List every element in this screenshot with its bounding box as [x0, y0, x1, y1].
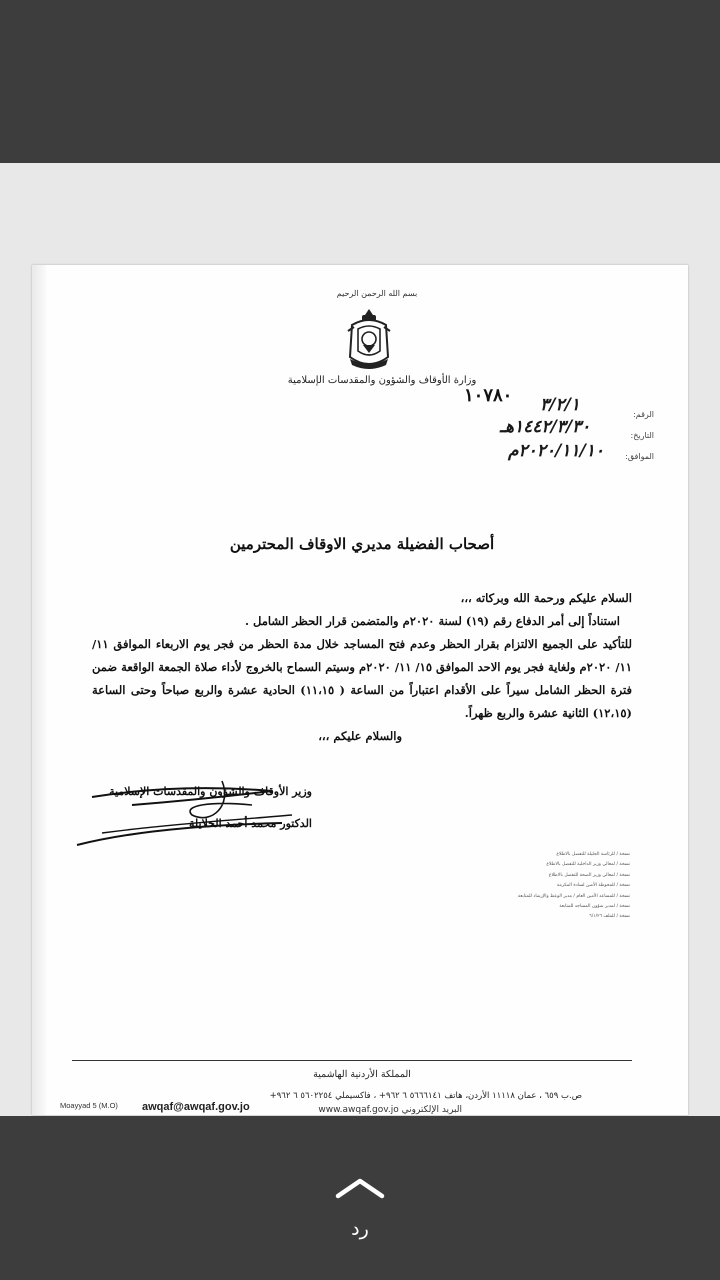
reply-button[interactable] [320, 1170, 400, 1250]
viewer-top-bar [0, 0, 720, 163]
copy-item: نسخة / للرئاسة الجليلة للتفضل بالاطلاع [556, 852, 630, 857]
paragraph-reference: استناداً إلى أمر الدفاع رقم (١٩) لسنة ٢٠٢٠م والمتضمن قرار الحظر الشامل . [245, 614, 620, 628]
corresponding-label: الموافق: [625, 452, 654, 461]
ministry-name: وزارة الأوقاف والشؤون والمقدسات الإسلامية [287, 375, 477, 386]
letter-title: أصحاب الفضيلة مديري الاوقاف المحترمين [229, 535, 495, 553]
closing: والسلام عليكم ،،، [318, 729, 402, 743]
number-label: الرقم: [633, 410, 654, 419]
handwritten-corresponding: ٢٠٢٠/١١/١٠م [508, 441, 604, 461]
chevron-up-icon [334, 1176, 386, 1200]
handwritten-number: ٣/٢/١ [540, 395, 580, 415]
copy-item: نسخة / للملف ٦/١/٢٦ [589, 914, 630, 920]
copy-item: نسخة / لمدير شؤون المساجد للمتابعة [559, 904, 630, 910]
copy-item: نسخة / لمعالي وزير الداخلية للتفضل بالاطلاع [546, 862, 630, 868]
footer-divider [72, 1060, 632, 1061]
basmala-header: بسم الله الرحمن الرحيم [336, 289, 418, 298]
form-code: Moayyad 5 (M.O) [60, 1101, 118, 1110]
copy-item: نسخة / للمساعد الأمين العام / مدير الوعظ والإرشاد للمتابعة [517, 893, 630, 899]
letter-document [32, 265, 688, 1115]
date-label: التاريخ: [630, 431, 654, 440]
copy-item: نسخة / للمحوظة الأمين لسادة المكرمة [556, 883, 630, 889]
copy-item: نسخة / لمعالي وزير الصحة للتفضل بالاطلاع [548, 872, 630, 878]
footer-email: awqaf@awqaf.gov.jo [142, 1101, 250, 1113]
signatory-title: وزير الأوقاف والشؤون والمقدسات الإسلامية [109, 785, 312, 798]
letter-body [92, 587, 632, 748]
footer-kingdom: المملكة الأردنية الهاشمية [313, 1069, 411, 1080]
jordan-coat-of-arms-icon [344, 307, 394, 373]
reference-number: ١٠٧٨٠ [464, 385, 513, 406]
handwritten-date: ١٤٤٢/٣/٣٠هـ [500, 417, 591, 437]
footer-website: البريد الإلكتروني www.awqaf.gov.jo [318, 1105, 462, 1115]
greeting: السلام عليكم ورحمة الله وبركاته ،،، [460, 591, 632, 605]
copies-list [490, 850, 630, 923]
paragraph-instructions: للتأكيد على الجميع الالتزام بقرار الحظر وعدم فتح المساجد خلال مدة الحظر من فجر يوم الاربعاء الموافق ١١/ ١١/ ٢٠٢٠م ولغاية فجر يوم الاحد الموافق ١٥/ ١١/ ٢٠٢٠م وسيتم السماح بالخروج لأداء صلاة الجمعة الواقعة ضمن فترة الحظر الشامل سيراً على الأقدام اعتباراً من الساعة ( ١١،١٥) الحادية عشرة والربع صباحاً وحتى الساعة (١٢،١٥) الثانية عشرة والربع ظهراً. [92, 637, 632, 720]
handwritten-reference [500, 397, 650, 467]
signatory-name: الدكتور محمد أحمد الخلايلة [188, 817, 312, 830]
reply-label: رد [351, 1218, 369, 1240]
scan-edge-shadow [32, 265, 46, 1115]
footer-address: ص.ب ٦٥٩ ، عمان ١١١١٨ الأردن، هاتف ٥٦٦٦١٤١ ٦ ٩٦٢+ ، فاكسيملي ٥٦٠٢٢٥٤ ٦ ٩٦٢+ [269, 1091, 582, 1101]
handwritten-signature [72, 775, 332, 855]
